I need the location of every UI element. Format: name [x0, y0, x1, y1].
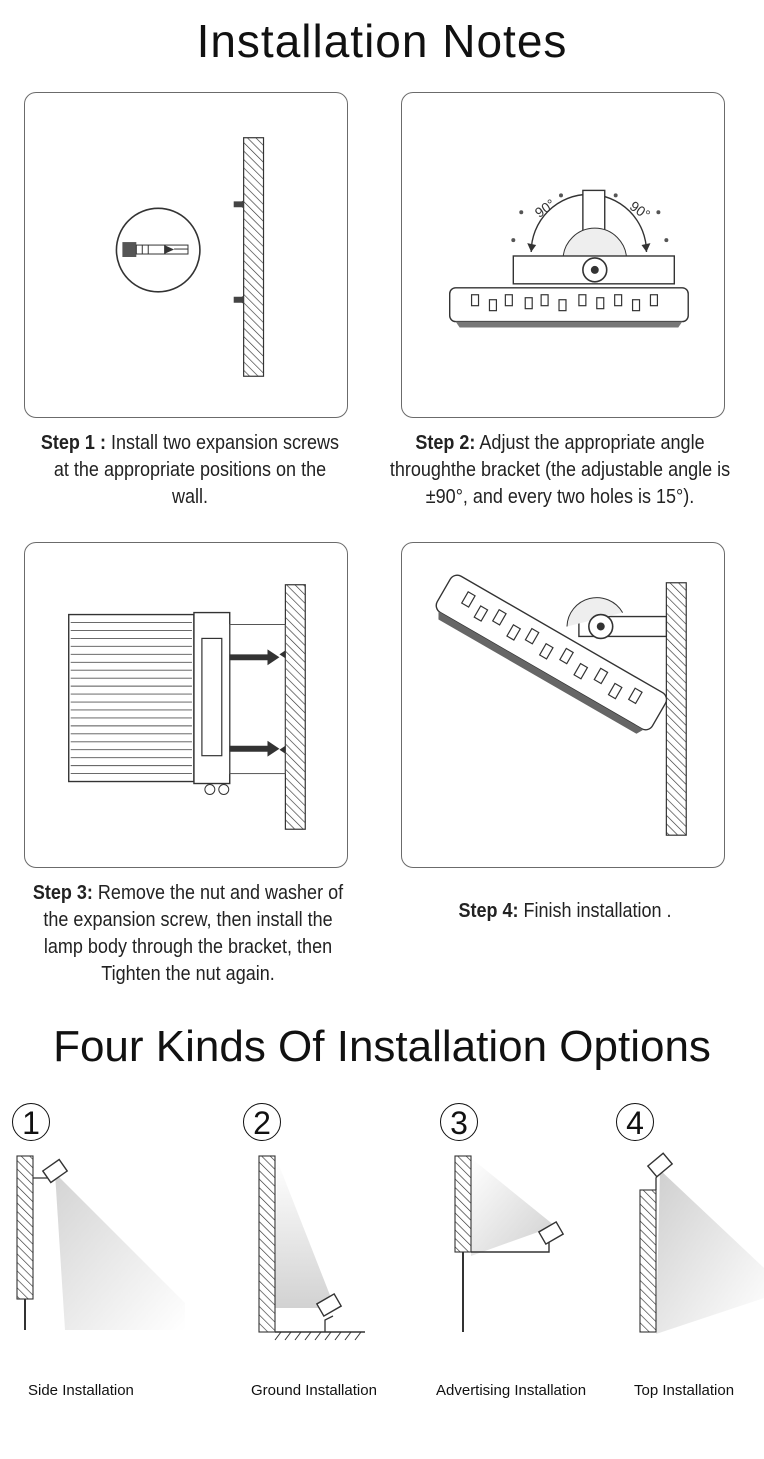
- step4-illustration: [401, 542, 725, 868]
- step1-illustration: [24, 92, 348, 418]
- option4-number: 4: [616, 1103, 654, 1141]
- lamp-icon: [43, 1160, 67, 1183]
- step4-label: Step 4:: [458, 900, 519, 922]
- step2-text: [389, 430, 731, 511]
- wall: [244, 138, 264, 377]
- heat-sink: [69, 615, 194, 782]
- side-installation-illustration: [5, 1098, 185, 1358]
- option1-number: 1: [12, 1103, 50, 1141]
- ground-installation-illustration: [237, 1098, 417, 1358]
- installation-options-heading: Four Kinds Of Installation Options: [53, 1022, 711, 1071]
- option1-caption: Side Installation: [28, 1382, 134, 1399]
- step3-description: Remove the nut and washer of the expansion screw, then install the lamp body through the bracket, then Tighten the nut again.: [43, 882, 344, 985]
- option3-number: 3: [440, 1103, 478, 1141]
- light-beam: [275, 1160, 335, 1308]
- wall: [666, 583, 686, 835]
- light-beam: [471, 1158, 555, 1256]
- wall: [640, 1190, 656, 1332]
- step2-label: Step 2:: [415, 432, 476, 454]
- lamp-body-tilted: [430, 572, 670, 738]
- light-beam: [55, 1173, 185, 1330]
- option2-caption: Ground Installation: [251, 1382, 377, 1399]
- step2-illustration: [401, 92, 725, 418]
- angle-label-left: 90°: [531, 195, 559, 221]
- wall: [17, 1156, 33, 1299]
- screw-top: [234, 200, 244, 208]
- wall: [455, 1156, 471, 1252]
- step4-description: Finish installation .: [523, 900, 672, 922]
- arrow-top: [230, 649, 280, 665]
- lamp-body: [450, 288, 689, 322]
- step3-text: [26, 880, 350, 988]
- step3-label: Step 3:: [32, 882, 93, 904]
- wall: [285, 585, 305, 829]
- arrow-bottom: [230, 741, 280, 757]
- step1-description: Install two expansion screws at the appropriate positions on the wall.: [53, 432, 340, 508]
- step3-illustration: [24, 542, 348, 868]
- screw-bottom: [234, 296, 244, 304]
- top-installation-illustration: [610, 1098, 764, 1358]
- light-beam: [656, 1170, 764, 1334]
- angle-label-right: 90°: [626, 197, 654, 223]
- option4-caption: Top Installation: [634, 1382, 735, 1399]
- advertising-installation-illustration: [433, 1098, 613, 1358]
- step4-text: [412, 898, 718, 925]
- option2-number: 2: [243, 1103, 281, 1141]
- lamp-icon: [648, 1153, 672, 1177]
- step1-text: [37, 430, 343, 511]
- step1-label: Step 1 :: [40, 432, 106, 454]
- step2-description: Adjust the appropriate angle throughthe bracket (the adjustable angle is ±90°, and every two holes is 15°).: [389, 432, 731, 508]
- option3-caption: Advertising Installation: [436, 1382, 587, 1399]
- installation-notes-heading: Installation Notes: [196, 15, 568, 67]
- wall: [259, 1156, 275, 1332]
